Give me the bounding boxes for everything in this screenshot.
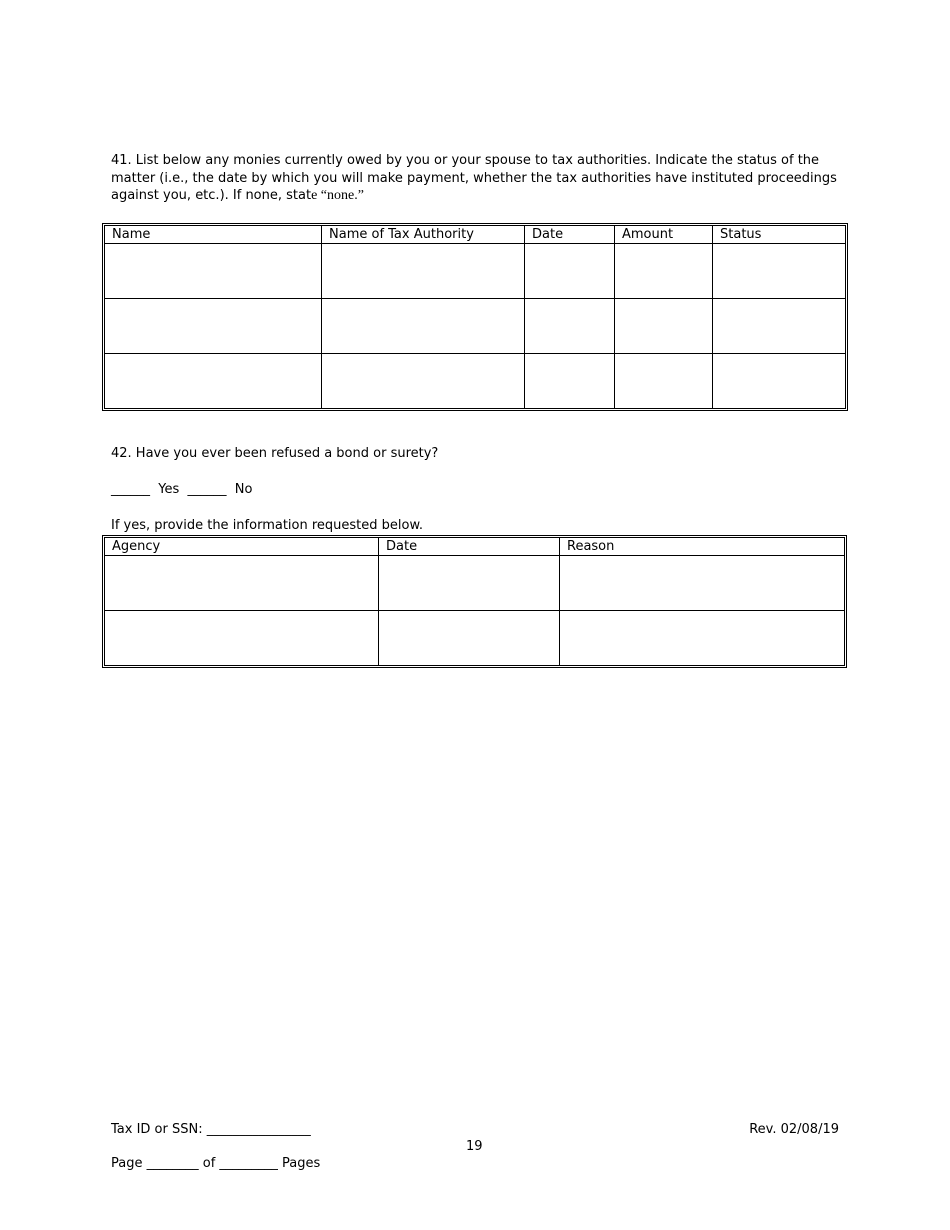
header-reason: Reason bbox=[560, 538, 844, 556]
date-cell[interactable] bbox=[525, 244, 615, 299]
header-agency: Agency bbox=[105, 538, 379, 556]
amount-cell[interactable] bbox=[615, 244, 713, 299]
status-cell[interactable] bbox=[713, 244, 845, 299]
tax-authority-cell[interactable] bbox=[322, 299, 525, 354]
header-date: Date bbox=[525, 226, 615, 244]
date-cell[interactable] bbox=[379, 556, 560, 611]
tax-id-field: Tax ID or SSN: ________________ bbox=[111, 1122, 311, 1137]
amount-cell[interactable] bbox=[615, 354, 713, 408]
reason-cell[interactable] bbox=[560, 556, 844, 611]
header-date: Date bbox=[379, 538, 560, 556]
reason-cell[interactable] bbox=[560, 611, 844, 665]
tax-authority-cell[interactable] bbox=[322, 354, 525, 408]
question-41-tail: e “none.” bbox=[311, 188, 364, 203]
amount-cell[interactable] bbox=[615, 299, 713, 354]
header-status: Status bbox=[713, 226, 845, 244]
agency-cell[interactable] bbox=[105, 611, 379, 665]
table-row bbox=[105, 244, 845, 299]
page-count-field: Page ________ of _________ Pages bbox=[111, 1156, 321, 1171]
question-42: 42. Have you ever been refused a bond or surety? bbox=[111, 446, 439, 461]
tax-monies-table bbox=[102, 223, 848, 411]
table-row bbox=[105, 299, 845, 354]
table-header-row bbox=[105, 226, 845, 244]
question-41 bbox=[111, 152, 839, 205]
yes-no-options[interactable]: ______ Yes ______ No bbox=[111, 482, 253, 497]
revision-date: Rev. 02/08/19 bbox=[749, 1122, 839, 1137]
name-cell[interactable] bbox=[105, 299, 322, 354]
header-name: Name bbox=[105, 226, 322, 244]
status-cell[interactable] bbox=[713, 354, 845, 408]
table-row bbox=[105, 354, 845, 408]
name-cell[interactable] bbox=[105, 244, 322, 299]
bond-refusal-table bbox=[102, 535, 847, 668]
agency-cell[interactable] bbox=[105, 556, 379, 611]
table-row bbox=[105, 611, 844, 665]
header-tax-authority: Name of Tax Authority bbox=[322, 226, 525, 244]
table-header-row bbox=[105, 538, 844, 556]
status-cell[interactable] bbox=[713, 299, 845, 354]
tax-authority-cell[interactable] bbox=[322, 244, 525, 299]
date-cell[interactable] bbox=[525, 299, 615, 354]
date-cell[interactable] bbox=[379, 611, 560, 665]
table-row bbox=[105, 556, 844, 611]
question-41-text: 41. List below any monies currently owed by you or your spouse to tax authorities. Indicate the status of the matter (i.e., the date by which you will make payment, whether the tax authorities have instituted proceedings against you, etc.). If none, stat bbox=[111, 153, 837, 203]
question-42-followup: If yes, provide the information requested below. bbox=[111, 518, 424, 533]
name-cell[interactable] bbox=[105, 354, 322, 408]
header-amount: Amount bbox=[615, 226, 713, 244]
page-number: 19 bbox=[466, 1139, 483, 1154]
date-cell[interactable] bbox=[525, 354, 615, 408]
